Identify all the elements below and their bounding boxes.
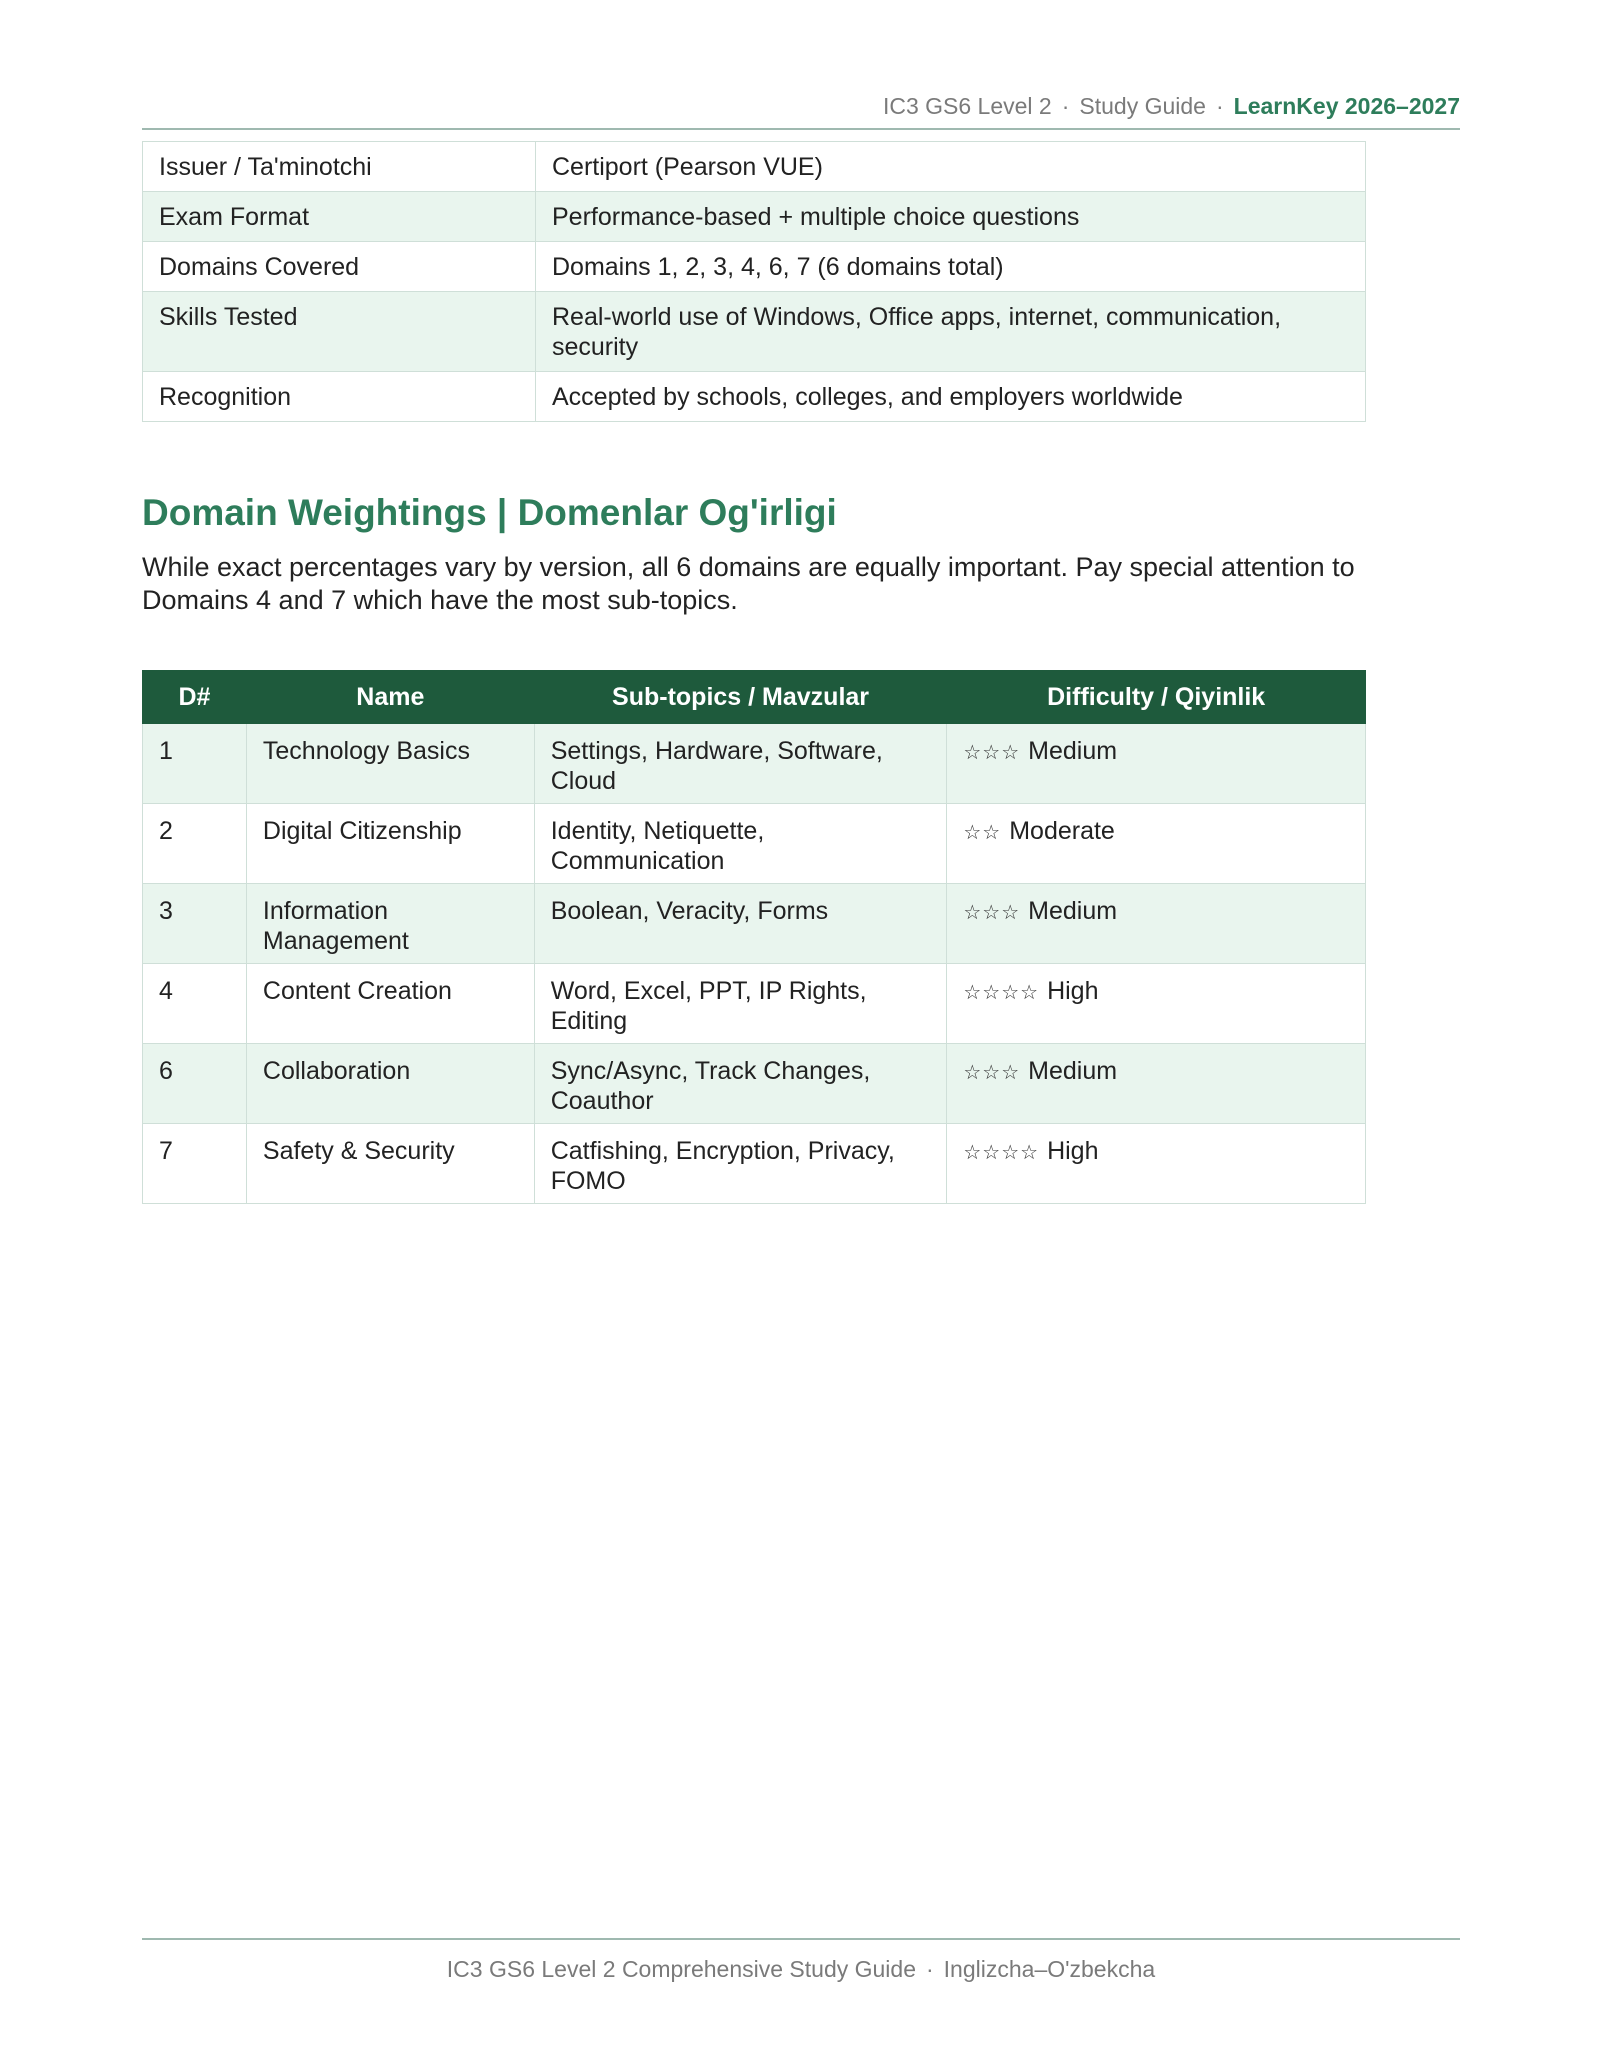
domain-name: Digital Citizenship bbox=[246, 804, 534, 884]
info-key: Exam Format bbox=[143, 192, 536, 242]
domain-difficulty bbox=[947, 1124, 1366, 1204]
header-brand: LearnKey 2026–2027 bbox=[1233, 93, 1460, 119]
column-header-number: D# bbox=[143, 671, 247, 724]
domain-number: 2 bbox=[143, 804, 247, 884]
domain-subtopics: Sync/Async, Track Changes, Coauthor bbox=[534, 1044, 947, 1124]
domain-number: 6 bbox=[143, 1044, 247, 1124]
info-value: Performance-based + multiple choice questions bbox=[536, 192, 1366, 242]
page-header bbox=[142, 90, 1460, 130]
star-rating-icon: ☆☆☆ bbox=[963, 1062, 1021, 1084]
domain-name: Collaboration bbox=[246, 1044, 534, 1124]
domain-subtopics: Word, Excel, PPT, IP Rights, Editing bbox=[534, 964, 947, 1044]
column-header-subtopics: Sub-topics / Mavzular bbox=[534, 671, 947, 724]
page-footer bbox=[142, 1938, 1460, 1986]
domain-subtopics: Catfishing, Encryption, Privacy, FOMO bbox=[534, 1124, 947, 1204]
domain-name: Information Management bbox=[246, 884, 534, 964]
table-row bbox=[143, 804, 1366, 884]
table-row bbox=[143, 142, 1366, 192]
info-value: Accepted by schools, colleges, and employers worldwide bbox=[536, 372, 1366, 422]
header-doc-type: Study Guide bbox=[1079, 93, 1206, 119]
table-row bbox=[143, 1124, 1366, 1204]
info-key: Recognition bbox=[143, 372, 536, 422]
domain-subtopics: Settings, Hardware, Software, Cloud bbox=[534, 724, 947, 804]
star-rating-icon: ☆☆☆ bbox=[963, 742, 1021, 764]
header-separator: · bbox=[1215, 93, 1224, 119]
domain-subtopics: Identity, Netiquette, Communication bbox=[534, 804, 947, 884]
domain-difficulty bbox=[947, 964, 1366, 1044]
domain-difficulty bbox=[947, 804, 1366, 884]
domain-number: 4 bbox=[143, 964, 247, 1044]
difficulty-label: High bbox=[1047, 977, 1099, 1005]
difficulty-label: Medium bbox=[1028, 1057, 1118, 1085]
exam-info-table bbox=[142, 141, 1366, 422]
domain-name: Safety & Security bbox=[246, 1124, 534, 1204]
header-doc-title: IC3 GS6 Level 2 bbox=[882, 93, 1052, 119]
domain-weightings-table bbox=[142, 670, 1366, 1204]
domain-name: Technology Basics bbox=[246, 724, 534, 804]
info-value: Certiport (Pearson VUE) bbox=[536, 142, 1366, 192]
info-key: Domains Covered bbox=[143, 242, 536, 292]
domain-number: 7 bbox=[143, 1124, 247, 1204]
difficulty-label: High bbox=[1047, 1137, 1099, 1165]
section-intro: While exact percentages vary by version, all 6 domains are equally important. Pay special attention to Domains 4 and 7 which have the most sub-topics. bbox=[142, 552, 1355, 615]
table-row bbox=[143, 964, 1366, 1044]
info-key: Skills Tested bbox=[143, 292, 536, 372]
domain-number: 1 bbox=[143, 724, 247, 804]
table-row bbox=[143, 1044, 1366, 1124]
difficulty-label: Medium bbox=[1028, 897, 1118, 925]
star-rating-icon: ☆☆☆ bbox=[963, 902, 1021, 924]
domain-subtopics: Boolean, Veracity, Forms bbox=[534, 884, 947, 964]
domain-name: Content Creation bbox=[246, 964, 534, 1044]
table-row bbox=[143, 242, 1366, 292]
info-key: Issuer / Ta'minotchi bbox=[143, 142, 536, 192]
header-separator: · bbox=[1061, 93, 1070, 119]
table-row bbox=[143, 292, 1366, 372]
star-rating-icon: ☆☆☆☆ bbox=[963, 982, 1040, 1004]
table-row bbox=[143, 192, 1366, 242]
footer-language: Inglizcha–O'zbekcha bbox=[943, 1956, 1156, 1982]
table-row bbox=[143, 884, 1366, 964]
column-header-name: Name bbox=[246, 671, 534, 724]
footer-title: IC3 GS6 Level 2 Comprehensive Study Guide bbox=[446, 1956, 916, 1982]
info-value: Real-world use of Windows, Office apps, internet, communication, security bbox=[536, 292, 1366, 372]
table-row bbox=[143, 372, 1366, 422]
column-header-difficulty: Difficulty / Qiyinlik bbox=[947, 671, 1366, 724]
footer-separator: · bbox=[926, 1956, 934, 1982]
table-row bbox=[143, 724, 1366, 804]
star-rating-icon: ☆☆ bbox=[963, 822, 1002, 844]
domain-number: 3 bbox=[143, 884, 247, 964]
difficulty-label: Medium bbox=[1028, 737, 1118, 765]
section-title: Domain Weightings | Domenlar Og'irligi bbox=[142, 492, 837, 533]
domain-difficulty bbox=[947, 724, 1366, 804]
domain-difficulty bbox=[947, 1044, 1366, 1124]
difficulty-label: Moderate bbox=[1009, 817, 1115, 845]
table-header-row bbox=[143, 671, 1366, 724]
domain-difficulty bbox=[947, 884, 1366, 964]
info-value: Domains 1, 2, 3, 4, 6, 7 (6 domains total) bbox=[536, 242, 1366, 292]
star-rating-icon: ☆☆☆☆ bbox=[963, 1142, 1040, 1164]
